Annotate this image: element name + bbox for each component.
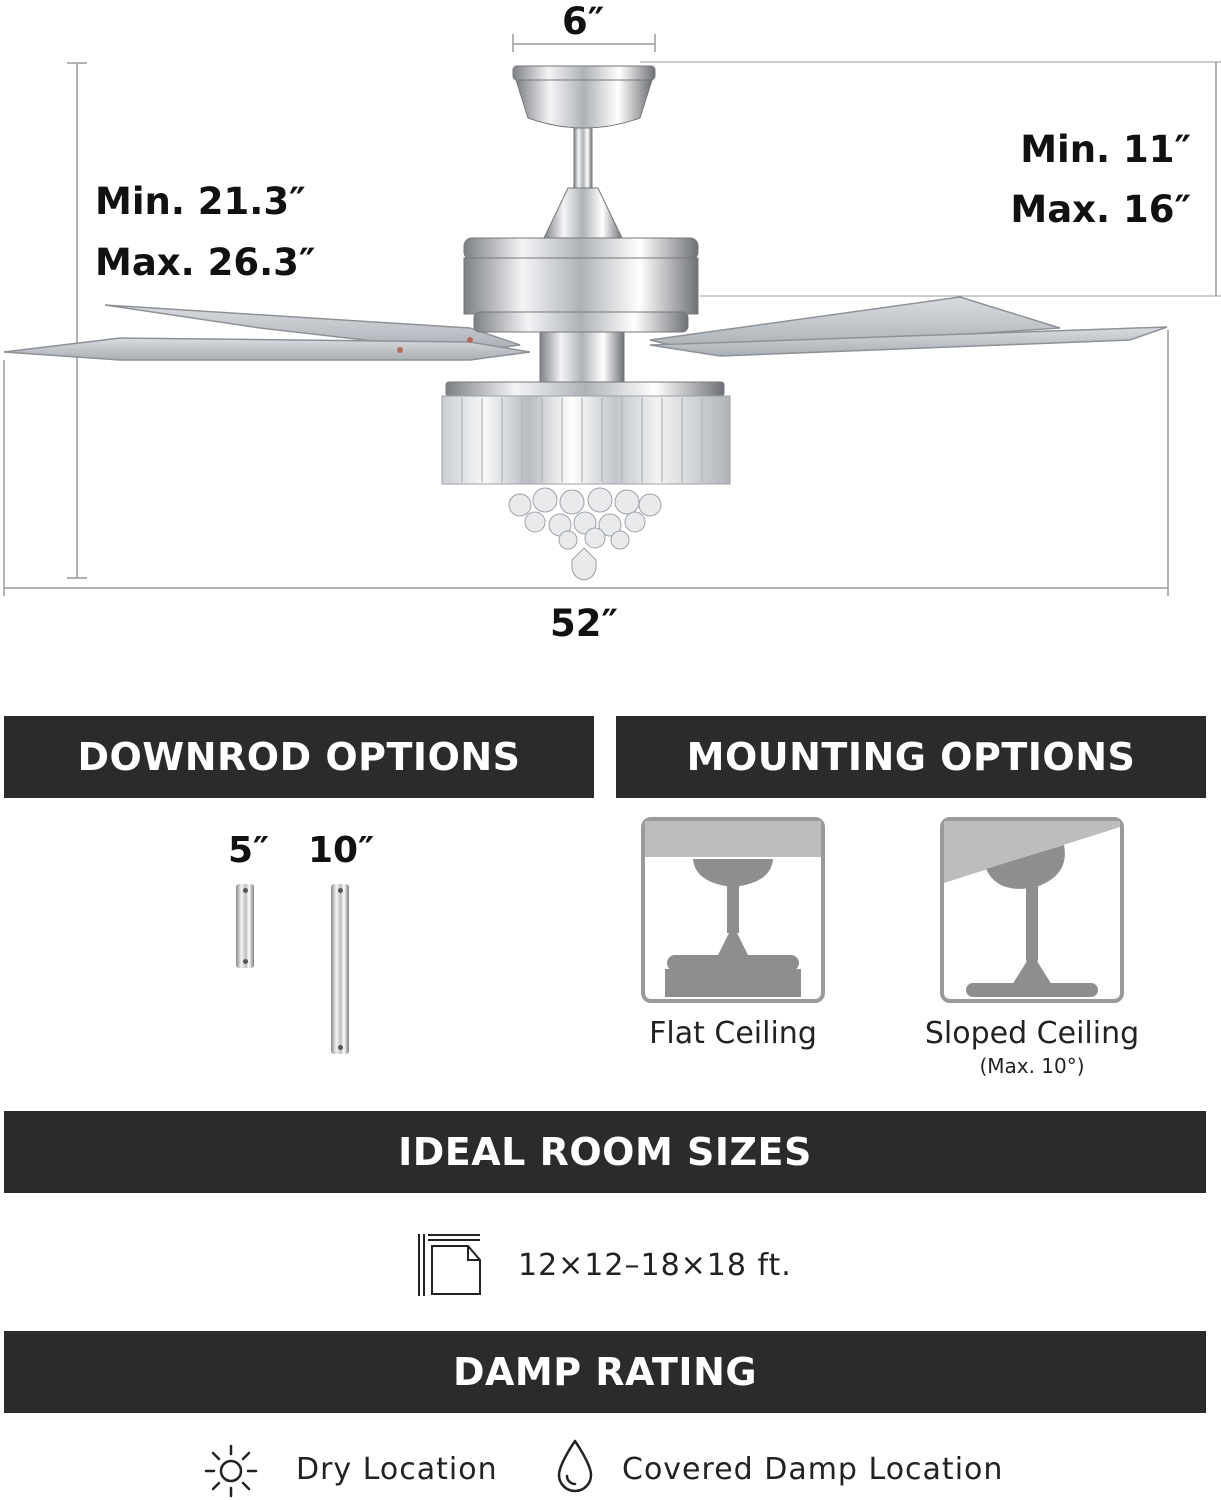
drop-min-label: Min. 11″ — [1020, 128, 1191, 171]
sloped-ceiling-note: (Max. 10°) — [979, 1054, 1085, 1078]
ideal-room-sizes-header: IDEAL ROOM SIZES — [4, 1111, 1206, 1193]
sun-icon — [202, 1442, 260, 1500]
water-drop-icon — [554, 1438, 596, 1496]
room-size-value: 12×12–18×18 ft. — [518, 1248, 792, 1283]
downrod-options-header: DOWNROD OPTIONS — [4, 716, 594, 798]
downrod-10-label: 10″ — [308, 830, 375, 871]
drop-max-label: Max. 16″ — [1010, 188, 1191, 231]
covered-damp-location-label: Covered Damp Location — [622, 1452, 1004, 1487]
mounting-options-header: MOUNTING OPTIONS — [616, 716, 1206, 798]
height-min-label: Min. 21.3″ — [95, 180, 306, 223]
flat-ceiling-icon — [641, 817, 825, 1003]
downrod-5-label: 5″ — [228, 830, 270, 871]
flat-ceiling-label: Flat Ceiling — [649, 1016, 817, 1051]
fan-canopy-and-downrod — [513, 66, 655, 238]
sloped-ceiling-icon — [940, 817, 1124, 1003]
downrod-5-image — [236, 884, 254, 968]
top-width-label: 6″ — [562, 0, 605, 43]
dry-location-label: Dry Location — [296, 1452, 498, 1487]
damp-rating-header: DAMP RATING — [4, 1331, 1206, 1413]
crystal-light-kit — [442, 396, 730, 580]
sloped-ceiling-label: Sloped Ceiling — [924, 1016, 1140, 1051]
downrod-10-image — [331, 884, 349, 1054]
height-max-label: Max. 26.3″ — [95, 241, 316, 284]
fan-dimension-diagram — [0, 0, 1221, 660]
span-label: 52″ — [550, 602, 619, 645]
fan-motor-housing — [446, 238, 724, 396]
room-size-icon — [416, 1232, 486, 1298]
